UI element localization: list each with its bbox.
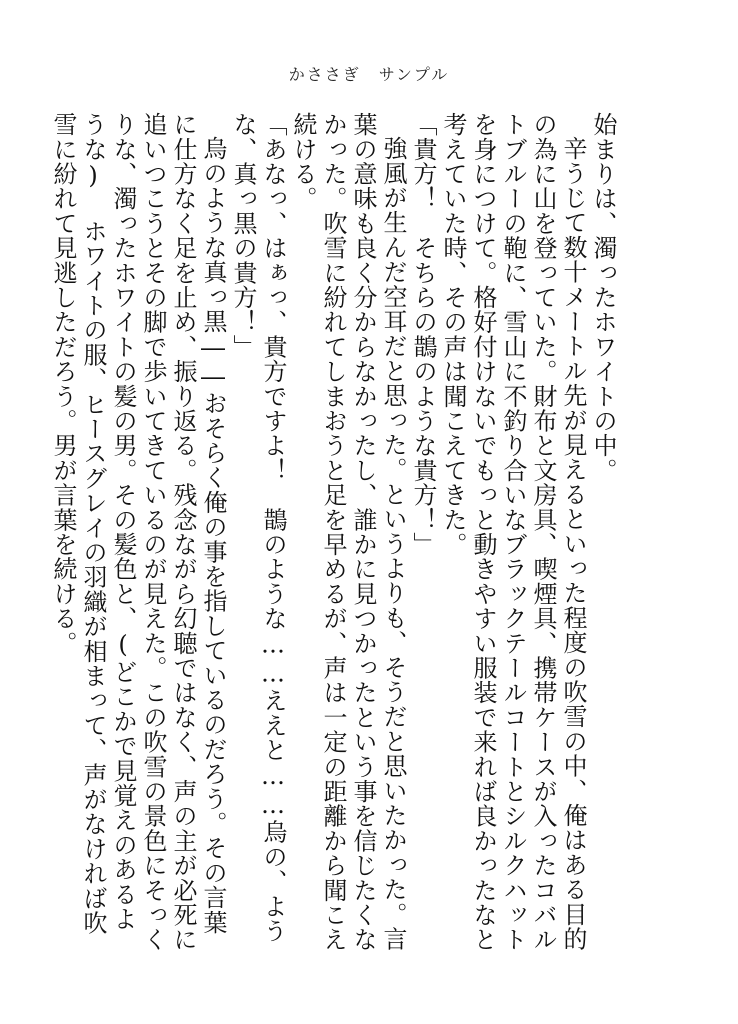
paragraph: 辛うじて数十メートル先が見えるといった程度の吹雪の中、俺はある目的の為に山を登っていた。財布と文房具、喫煙具、携帯ケースが入ったコバルトブルーの鞄に、雪山に不釣り合いなブラックテールコートとシルクハットを身につけて。格好付けないでもっと動きやすい服装で来れば良かったなと考えていた時、その声は聞こえてきた。: [439, 112, 587, 952]
novel-body-text: [48, 112, 618, 952]
paragraph: 烏のような真っ黒――おそらく俺の事を指しているのだろう。その言葉に仕方なく足を止め、振り返る。残念ながら幻聴ではなく、声の主が必死に追いつこうとその脚で歩いてきているのが見えた。この吹雪の景色にそっくりな、濁ったホワイトの髪の男。その髪色と、(どこかで見覚えのあるような) ホワイトの服、ヒースグレイの羽織が相まって、声がなければ吹雪に紛れて見逃しただろう。男が言葉を続ける。: [49, 112, 227, 952]
paragraph: 始まりは、濁ったホワイトの中。: [589, 112, 617, 483]
paragraph: 強風が生んだ空耳だと思った。というよりも、そうだと思いたかった。言葉の意味も良く分からなかったし、誰かに見つかったという事を信じたくなかった。吹雪に紛れてしまおうと足を早めるが、声は一定の距離から聞こえ続ける。: [289, 112, 407, 952]
dialogue-paragraph: 「あなっ、はぁっ、貴方ですよ！ 鵲のような……ええと……烏の、ような、真っ黒の貴方！」: [229, 112, 287, 944]
dialogue-paragraph: 「貴方！ そちらの鵲のような貴方！」: [409, 112, 437, 557]
page-header: かささぎ サンプル: [288, 65, 450, 84]
